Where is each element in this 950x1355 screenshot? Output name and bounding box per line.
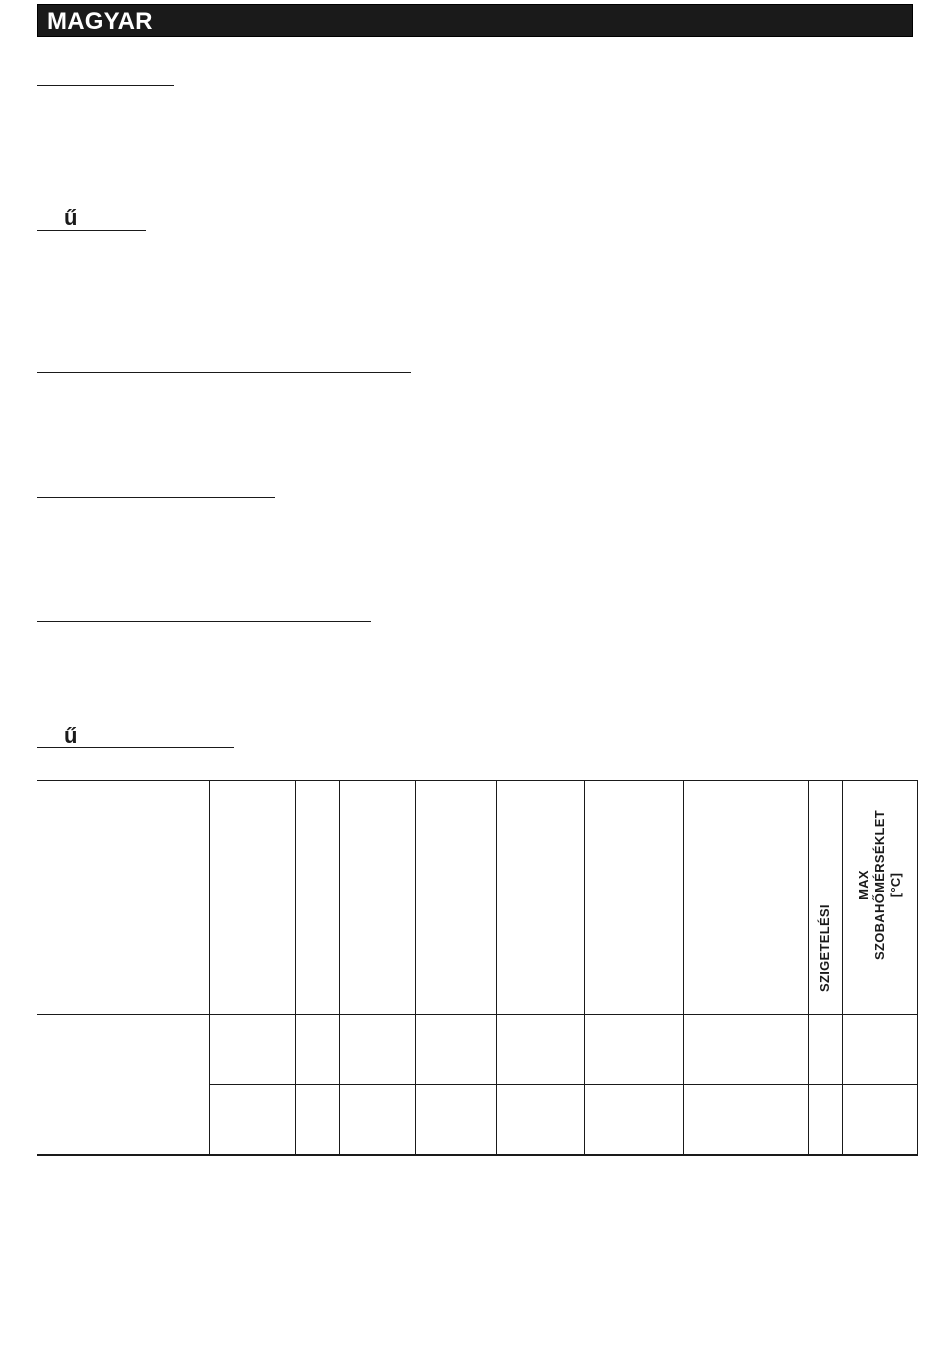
table-cell: [584, 1015, 683, 1085]
table-cell: [415, 1015, 496, 1085]
table-header-cell: [295, 781, 339, 1015]
table-header-cell: [339, 781, 415, 1015]
table-cell: [808, 1015, 842, 1085]
table-cell: [842, 1015, 917, 1085]
language-banner: [37, 4, 913, 37]
table-header-cell: [209, 781, 295, 1015]
section-heading-underline: [37, 85, 174, 86]
table-header-cell: [37, 781, 209, 1015]
language-label: MAGYAR: [47, 8, 153, 35]
table-cell: [808, 1085, 842, 1155]
table-cell: [584, 1085, 683, 1155]
max-header-text: MAX: [855, 870, 871, 900]
section-heading-underline: [37, 747, 234, 748]
table-header-cell: [584, 781, 683, 1015]
room-temp-header-text: SZOBAHŐMÉRSÉKLET: [871, 810, 887, 960]
section-heading-glyph: ű: [64, 205, 78, 230]
section-heading-underline: [37, 497, 275, 498]
section-heading-underline: [37, 621, 371, 622]
table-cell: [339, 1085, 415, 1155]
table-cell: [295, 1015, 339, 1085]
table-cell: [209, 1085, 295, 1155]
table-cell: [496, 1015, 584, 1085]
table-header-cell-max-room-temp: [842, 781, 917, 1015]
table-cell: [683, 1085, 808, 1155]
table-row: [37, 1015, 917, 1085]
table-header-cell: [415, 781, 496, 1015]
table-cell: [683, 1015, 808, 1085]
table-cell: [339, 1015, 415, 1085]
section-heading-glyph: ű: [64, 723, 78, 748]
table-row-label-cell: [37, 1015, 209, 1155]
section-heading-underline: [37, 372, 411, 373]
table-cell: [209, 1015, 295, 1085]
table-header-cell: [496, 781, 584, 1015]
insulation-header-text: SZIGETELÉSI: [817, 904, 832, 992]
table-cell: [842, 1085, 917, 1155]
table-cell: [295, 1085, 339, 1155]
unit-header-text: [°C]: [887, 872, 903, 898]
table-cell: [415, 1085, 496, 1155]
section-heading-underline: [37, 230, 146, 231]
table-header-cell-insulation: [808, 781, 842, 1015]
table-cell: [496, 1085, 584, 1155]
table-header-row: [37, 781, 917, 1015]
table-header-cell: [683, 781, 808, 1015]
specification-table: [37, 780, 918, 1156]
